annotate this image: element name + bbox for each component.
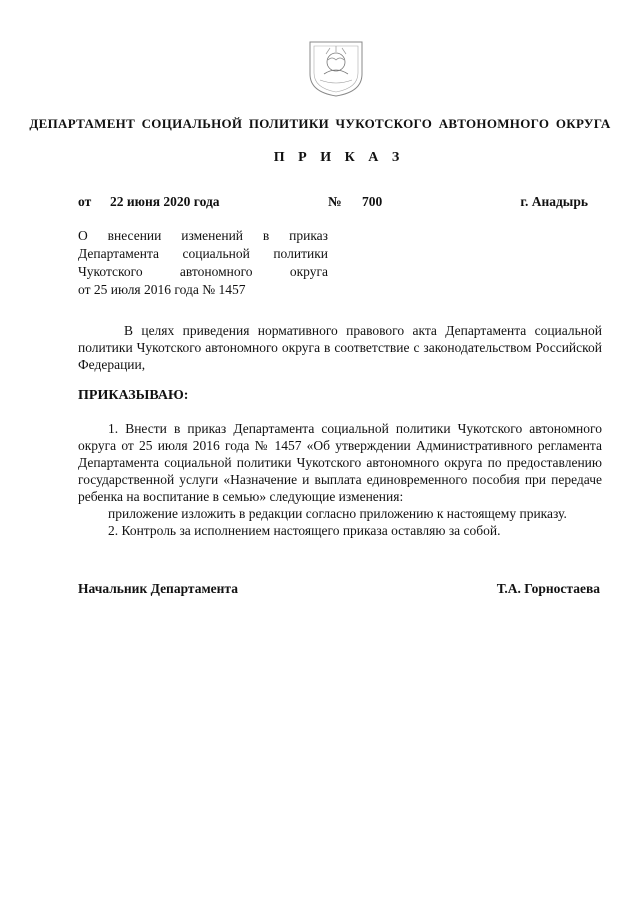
signatory-role: Начальник Департамента xyxy=(78,581,238,596)
order-item-1-sub: приложение изложить в редакции согласно приложению к настоящему приказу. xyxy=(108,506,567,521)
order-item-1: 1. Внести в приказ Департамента социальной политики Чукотского автономного округа от 25 июля 2016 года № 1457 «Об утверждении Административного регламента Департамента социальной политики Чукотского автономного округа по предоставлению государственной услуги «Назначение и выплата единовременного пособия при передаче ребенка на воспитание в семью» следующие изменения: xyxy=(78,421,602,504)
order-date: 22 июня 2020 года xyxy=(110,194,220,209)
subject-line-1: О внесении изменений в приказ xyxy=(78,228,328,243)
date-prefix: от xyxy=(78,194,92,209)
order-number: 700 xyxy=(362,194,383,209)
number-sign: № xyxy=(328,194,342,209)
document-title: П Р И К А З xyxy=(273,150,405,165)
order-item-2: 2. Контроль за исполнением настоящего приказа оставляю за собой. xyxy=(108,523,501,538)
order-subject xyxy=(78,227,328,299)
subject-line-3: Чукотского автономного округа xyxy=(78,264,328,279)
subject-line-4: от 25 июля 2016 года № 1457 xyxy=(78,282,246,297)
coat-of-arms-icon xyxy=(306,34,366,98)
subject-line-2: Департамента социальной политики xyxy=(78,246,328,261)
preamble-paragraph: В целях приведения нормативного правового акта Департамента социальной политики Чукотского автономного округа в соответствие с законодательством Российской Федерации, xyxy=(78,323,602,372)
order-city: г. Анадырь xyxy=(520,194,588,209)
department-name: ДЕПАРТАМЕНТ СОЦИАЛЬНОЙ ПОЛИТИКИ ЧУКОТСКОГО АВТОНОМНОГО ОКРУГА xyxy=(29,116,611,131)
decree-heading: ПРИКАЗЫВАЮ: xyxy=(78,388,189,403)
signatory-name: Т.А. Горностаева xyxy=(496,581,600,596)
order-meta xyxy=(78,194,588,212)
